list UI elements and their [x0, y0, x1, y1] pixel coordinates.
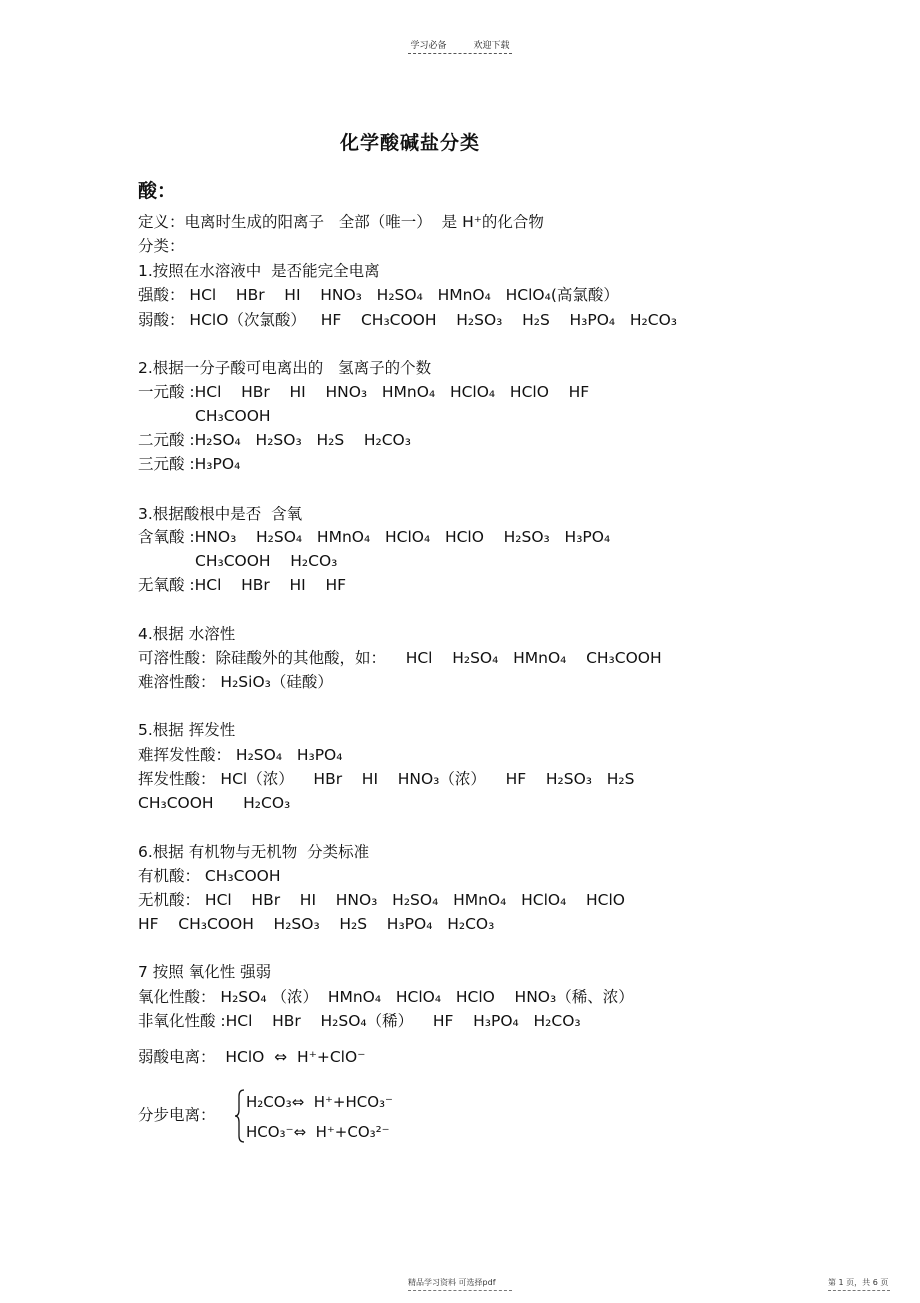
text-line: 有机酸： CH₃COOH — [138, 867, 281, 885]
text-line: 难挥发性酸： H₂SO₄ H₃PO₄ — [138, 746, 343, 764]
section-heading: 酸： — [138, 180, 177, 202]
document-title: 化学酸碱盐分类 — [339, 132, 480, 154]
text-line: CH₃COOH — [195, 407, 271, 425]
footer-left: 精品学习资料 可选择pdf — [408, 1278, 496, 1287]
category-heading: 2.根据一分子酸可电离出的 氢离子的个数 — [138, 359, 432, 377]
text-line: 二元酸 :H₂SO₄ H₂SO₃ H₂S H₂CO₃ — [138, 431, 411, 449]
header-right: 欢迎下载 — [473, 41, 510, 51]
footer-page-number: 第 1 页，共 6 页 — [828, 1278, 889, 1287]
text-line: CH₃COOH H₂CO₃ — [195, 552, 338, 570]
text-line: 弱酸： HClO（次氯酸） HF CH₃COOH H₂SO₃ H₂S H₃PO₄ H₂CO₃ — [138, 311, 678, 329]
text-line: 含氧酸 :HNO₃ H₂SO₄ HMnO₄ HClO₄ HClO H₂SO₃ H₃PO₄ — [138, 528, 611, 546]
category-heading: 4.根据 水溶性 — [138, 625, 236, 643]
text-line: 可溶性酸：除硅酸外的其他酸，如： HCl H₂SO₄ HMnO₄ CH₃COOH — [138, 649, 662, 667]
text-line: 三元酸 :H₃PO₄ — [138, 455, 241, 473]
text-line: 挥发性酸： HCl（浓） HBr HI HNO₃（浓） HF H₂SO₃ H₂S — [138, 770, 635, 788]
stepwise-ionization-label: 分步电离： — [138, 1106, 216, 1124]
definition-line: 定义：电离时生成的阳离子 全部（唯一） 是 H⁺的化合物 — [138, 213, 544, 231]
equation-line: H₂CO₃⇔ H⁺+HCO₃⁻ — [246, 1093, 393, 1111]
curly-brace-icon — [234, 1088, 246, 1144]
category-heading: 7 按照 氧化性 强弱 — [138, 963, 272, 981]
category-heading: 1.按照在水溶液中 是否能完全电离 — [138, 262, 380, 280]
header-left: 学习必备 — [410, 41, 447, 51]
text-line: 强酸： HCl HBr HI HNO₃ H₂SO₄ HMnO₄ HClO₄(高氯酸） — [138, 286, 619, 304]
page-header — [0, 38, 920, 51]
text-line: 难溶性酸： H₂SiO₃（硅酸） — [138, 673, 333, 691]
text-line: 非氧化性酸 :HCl HBr H₂SO₄（稀） HF H₃PO₄ H₂CO₃ — [138, 1012, 581, 1030]
category-heading: 3.根据酸根中是否 含氧 — [138, 505, 303, 523]
category-heading: 5.根据 挥发性 — [138, 721, 236, 739]
weak-acid-ionization: 弱酸电离： HClO ⇔ H⁺+ClO⁻ — [138, 1048, 366, 1066]
equation-line: HCO₃⁻⇔ H⁺+CO₃²⁻ — [246, 1123, 390, 1141]
header-divider — [408, 53, 512, 54]
text-line: CH₃COOH H₂CO₃ — [138, 794, 291, 812]
footer-divider-right — [828, 1290, 890, 1291]
text-line: HF CH₃COOH H₂SO₃ H₂S H₃PO₄ H₂CO₃ — [138, 915, 495, 933]
footer-divider-left — [408, 1290, 512, 1291]
text-line: 无氧酸 :HCl HBr HI HF — [138, 576, 347, 594]
text-line: 氧化性酸： H₂SO₄ （浓） HMnO₄ HClO₄ HClO HNO₃（稀、浓） — [138, 988, 634, 1006]
category-heading: 6.根据 有机物与无机物 分类标准 — [138, 843, 370, 861]
text-line: 一元酸 :HCl HBr HI HNO₃ HMnO₄ HClO₄ HClO HF — [138, 383, 590, 401]
text-line: 无机酸： HCl HBr HI HNO₃ H₂SO₄ HMnO₄ HClO₄ HClO — [138, 891, 626, 909]
classification-label: 分类： — [138, 237, 185, 255]
